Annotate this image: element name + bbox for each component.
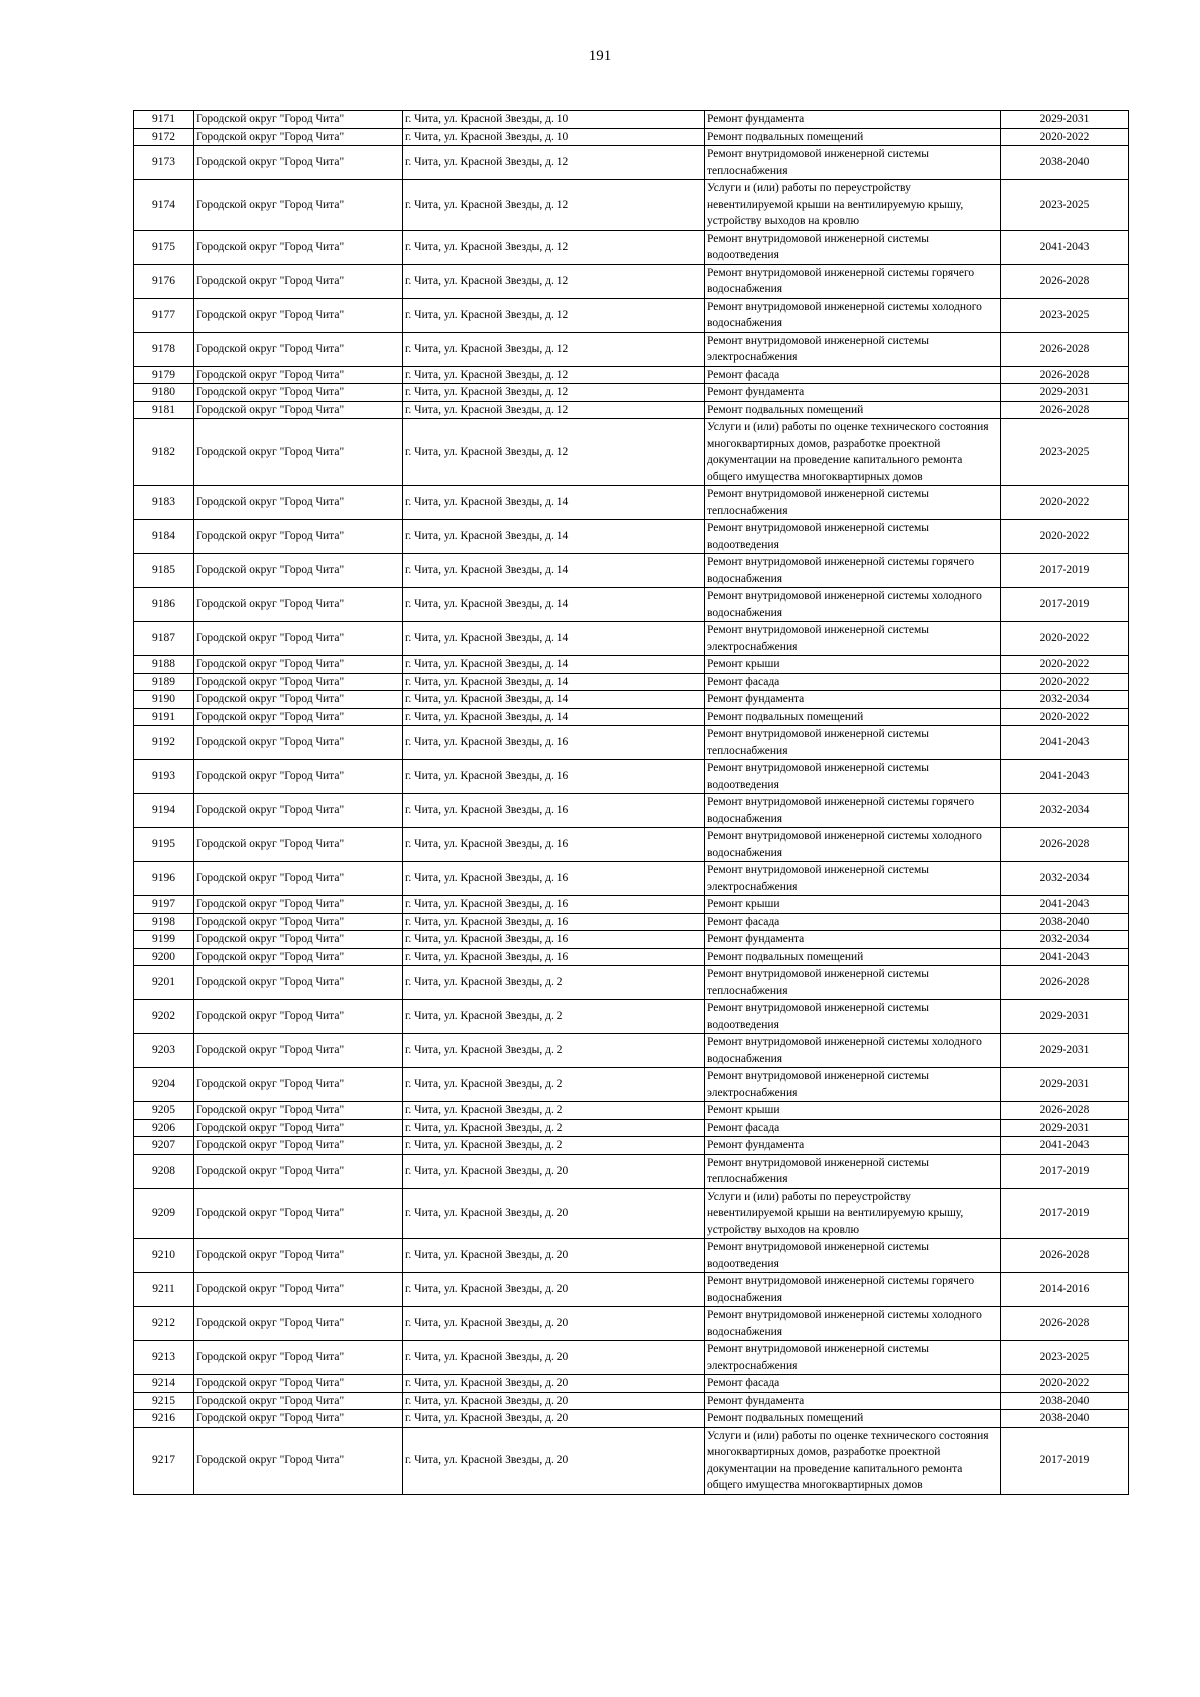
table-row bbox=[134, 622, 1129, 656]
work-type-cell: Ремонт фундамента bbox=[705, 111, 1001, 129]
address-cell: г. Чита, ул. Красной Звезды, д. 14 bbox=[403, 520, 705, 554]
row-number: 9202 bbox=[134, 1000, 194, 1034]
table-row bbox=[134, 691, 1129, 709]
table-row bbox=[134, 931, 1129, 949]
address-cell: г. Чита, ул. Красной Звезды, д. 12 bbox=[403, 146, 705, 180]
municipality-cell: Городской округ "Город Чита" bbox=[194, 1154, 403, 1188]
municipality-cell: Городской округ "Город Чита" bbox=[194, 828, 403, 862]
municipality-cell: Городской округ "Город Чита" bbox=[194, 128, 403, 146]
row-number: 9201 bbox=[134, 966, 194, 1000]
table-row bbox=[134, 554, 1129, 588]
row-number: 9197 bbox=[134, 896, 194, 914]
municipality-cell: Городской округ "Город Чита" bbox=[194, 146, 403, 180]
work-type-cell: Услуги и (или) работы по переустройству невентилируемой крыши на вентилируемую крышу, устройству выходов на кровлю bbox=[705, 180, 1001, 231]
table-row bbox=[134, 1188, 1129, 1239]
municipality-cell: Городской округ "Город Чита" bbox=[194, 1000, 403, 1034]
row-number: 9182 bbox=[134, 419, 194, 486]
period-cell: 2026-2028 bbox=[1001, 828, 1129, 862]
period-cell: 2026-2028 bbox=[1001, 366, 1129, 384]
table-row bbox=[134, 1102, 1129, 1120]
table-row bbox=[134, 862, 1129, 896]
row-number: 9180 bbox=[134, 384, 194, 402]
municipality-cell: Городской округ "Город Чита" bbox=[194, 366, 403, 384]
table-row bbox=[134, 111, 1129, 129]
period-cell: 2020-2022 bbox=[1001, 520, 1129, 554]
period-cell: 2041-2043 bbox=[1001, 760, 1129, 794]
municipality-cell: Городской округ "Город Чита" bbox=[194, 1341, 403, 1375]
municipality-cell: Городской округ "Город Чита" bbox=[194, 1410, 403, 1428]
period-cell: 2041-2043 bbox=[1001, 948, 1129, 966]
period-cell: 2020-2022 bbox=[1001, 486, 1129, 520]
row-number: 9217 bbox=[134, 1427, 194, 1494]
municipality-cell: Городской округ "Город Чита" bbox=[194, 1102, 403, 1120]
address-cell: г. Чита, ул. Красной Звезды, д. 12 bbox=[403, 419, 705, 486]
row-number: 9215 bbox=[134, 1392, 194, 1410]
period-cell: 2032-2034 bbox=[1001, 691, 1129, 709]
work-type-cell: Ремонт фасада bbox=[705, 1375, 1001, 1393]
work-type-cell: Ремонт внутридомовой инженерной системы горячего водоснабжения bbox=[705, 554, 1001, 588]
table-row bbox=[134, 948, 1129, 966]
work-type-cell: Ремонт внутридомовой инженерной системы теплоснабжения bbox=[705, 726, 1001, 760]
row-number: 9211 bbox=[134, 1273, 194, 1307]
municipality-cell: Городской округ "Город Чита" bbox=[194, 656, 403, 674]
row-number: 9188 bbox=[134, 656, 194, 674]
period-cell: 2029-2031 bbox=[1001, 1000, 1129, 1034]
municipality-cell: Городской округ "Город Чита" bbox=[194, 760, 403, 794]
row-number: 9210 bbox=[134, 1239, 194, 1273]
table-row bbox=[134, 896, 1129, 914]
address-cell: г. Чита, ул. Красной Звезды, д. 2 bbox=[403, 1034, 705, 1068]
table-row bbox=[134, 1000, 1129, 1034]
period-cell: 2038-2040 bbox=[1001, 1392, 1129, 1410]
address-cell: г. Чита, ул. Красной Звезды, д. 16 bbox=[403, 760, 705, 794]
work-type-cell: Ремонт внутридомовой инженерной системы холодного водоснабжения bbox=[705, 828, 1001, 862]
table-row bbox=[134, 1307, 1129, 1341]
address-cell: г. Чита, ул. Красной Звезды, д. 12 bbox=[403, 384, 705, 402]
municipality-cell: Городской округ "Город Чита" bbox=[194, 1068, 403, 1102]
table-row bbox=[134, 1375, 1129, 1393]
municipality-cell: Городской округ "Город Чита" bbox=[194, 931, 403, 949]
work-type-cell: Ремонт подвальных помещений bbox=[705, 948, 1001, 966]
table-row bbox=[134, 966, 1129, 1000]
row-number: 9203 bbox=[134, 1034, 194, 1068]
row-number: 9192 bbox=[134, 726, 194, 760]
period-cell: 2038-2040 bbox=[1001, 1410, 1129, 1428]
municipality-cell: Городской округ "Город Чита" bbox=[194, 180, 403, 231]
period-cell: 2029-2031 bbox=[1001, 111, 1129, 129]
row-number: 9185 bbox=[134, 554, 194, 588]
row-number: 9175 bbox=[134, 230, 194, 264]
work-type-cell: Ремонт внутридомовой инженерной системы теплоснабжения bbox=[705, 1154, 1001, 1188]
period-cell: 2029-2031 bbox=[1001, 1034, 1129, 1068]
address-cell: г. Чита, ул. Красной Звезды, д. 14 bbox=[403, 554, 705, 588]
municipality-cell: Городской округ "Город Чита" bbox=[194, 401, 403, 419]
period-cell: 2017-2019 bbox=[1001, 1154, 1129, 1188]
row-number: 9196 bbox=[134, 862, 194, 896]
work-type-cell: Ремонт внутридомовой инженерной системы теплоснабжения bbox=[705, 966, 1001, 1000]
municipality-cell: Городской округ "Город Чита" bbox=[194, 1392, 403, 1410]
work-type-cell: Услуги и (или) работы по оценке технического состояния многоквартирных домов, разработке проектной документации на проведение капитального ремонта общего имущества многоквартирных домов bbox=[705, 419, 1001, 486]
address-cell: г. Чита, ул. Красной Звезды, д. 20 bbox=[403, 1239, 705, 1273]
row-number: 9209 bbox=[134, 1188, 194, 1239]
municipality-cell: Городской округ "Город Чита" bbox=[194, 1307, 403, 1341]
table-row bbox=[134, 486, 1129, 520]
municipality-cell: Городской округ "Город Чита" bbox=[194, 520, 403, 554]
municipality-cell: Городской округ "Город Чита" bbox=[194, 332, 403, 366]
address-cell: г. Чита, ул. Красной Звезды, д. 12 bbox=[403, 332, 705, 366]
address-cell: г. Чита, ул. Красной Звезды, д. 14 bbox=[403, 708, 705, 726]
work-type-cell: Ремонт фасада bbox=[705, 913, 1001, 931]
work-type-cell: Услуги и (или) работы по оценке технического состояния многоквартирных домов, разработке проектной документации на проведение капитального ремонта общего имущества многоквартирных домов bbox=[705, 1427, 1001, 1494]
work-type-cell: Ремонт подвальных помещений bbox=[705, 1410, 1001, 1428]
table-row bbox=[134, 332, 1129, 366]
work-type-cell: Ремонт внутридомовой инженерной системы водоотведения bbox=[705, 1000, 1001, 1034]
table-row bbox=[134, 673, 1129, 691]
address-cell: г. Чита, ул. Красной Звезды, д. 2 bbox=[403, 1119, 705, 1137]
table-row bbox=[134, 401, 1129, 419]
period-cell: 2020-2022 bbox=[1001, 673, 1129, 691]
table-row bbox=[134, 794, 1129, 828]
municipality-cell: Городской округ "Город Чита" bbox=[194, 708, 403, 726]
municipality-cell: Городской округ "Город Чита" bbox=[194, 794, 403, 828]
period-cell: 2026-2028 bbox=[1001, 966, 1129, 1000]
period-cell: 2026-2028 bbox=[1001, 401, 1129, 419]
row-number: 9178 bbox=[134, 332, 194, 366]
row-number: 9195 bbox=[134, 828, 194, 862]
table-row bbox=[134, 828, 1129, 862]
period-cell: 2017-2019 bbox=[1001, 1427, 1129, 1494]
municipality-cell: Городской округ "Город Чита" bbox=[194, 419, 403, 486]
address-cell: г. Чита, ул. Красной Звезды, д. 20 bbox=[403, 1392, 705, 1410]
work-type-cell: Ремонт подвальных помещений bbox=[705, 708, 1001, 726]
period-cell: 2014-2016 bbox=[1001, 1273, 1129, 1307]
address-cell: г. Чита, ул. Красной Звезды, д. 10 bbox=[403, 111, 705, 129]
address-cell: г. Чита, ул. Красной Звезды, д. 2 bbox=[403, 1137, 705, 1155]
address-cell: г. Чита, ул. Красной Звезды, д. 16 bbox=[403, 931, 705, 949]
row-number: 9177 bbox=[134, 298, 194, 332]
period-cell: 2023-2025 bbox=[1001, 298, 1129, 332]
municipality-cell: Городской округ "Город Чита" bbox=[194, 673, 403, 691]
address-cell: г. Чита, ул. Красной Звезды, д. 2 bbox=[403, 1000, 705, 1034]
work-type-cell: Ремонт внутридомовой инженерной системы электроснабжения bbox=[705, 332, 1001, 366]
work-type-cell: Ремонт фундамента bbox=[705, 931, 1001, 949]
period-cell: 2041-2043 bbox=[1001, 896, 1129, 914]
address-cell: г. Чита, ул. Красной Звезды, д. 20 bbox=[403, 1427, 705, 1494]
table-row bbox=[134, 1119, 1129, 1137]
table-row bbox=[134, 656, 1129, 674]
period-cell: 2041-2043 bbox=[1001, 726, 1129, 760]
row-number: 9212 bbox=[134, 1307, 194, 1341]
municipality-cell: Городской округ "Город Чита" bbox=[194, 384, 403, 402]
municipality-cell: Городской округ "Город Чита" bbox=[194, 486, 403, 520]
table-row bbox=[134, 1154, 1129, 1188]
table-row bbox=[134, 1392, 1129, 1410]
work-type-cell: Ремонт крыши bbox=[705, 1102, 1001, 1120]
period-cell: 2017-2019 bbox=[1001, 588, 1129, 622]
row-number: 9189 bbox=[134, 673, 194, 691]
row-number: 9199 bbox=[134, 931, 194, 949]
municipality-cell: Городской округ "Город Чита" bbox=[194, 691, 403, 709]
registry-table bbox=[133, 110, 1129, 1495]
table-row bbox=[134, 1427, 1129, 1494]
work-type-cell: Ремонт фундамента bbox=[705, 691, 1001, 709]
period-cell: 2041-2043 bbox=[1001, 1137, 1129, 1155]
row-number: 9174 bbox=[134, 180, 194, 231]
table-row bbox=[134, 588, 1129, 622]
page-number: 191 bbox=[588, 48, 612, 64]
row-number: 9187 bbox=[134, 622, 194, 656]
address-cell: г. Чита, ул. Красной Звезды, д. 20 bbox=[403, 1188, 705, 1239]
municipality-cell: Городской округ "Город Чита" bbox=[194, 913, 403, 931]
row-number: 9186 bbox=[134, 588, 194, 622]
work-type-cell: Ремонт подвальных помещений bbox=[705, 128, 1001, 146]
municipality-cell: Городской округ "Город Чита" bbox=[194, 1137, 403, 1155]
address-cell: г. Чита, ул. Красной Звезды, д. 2 bbox=[403, 1102, 705, 1120]
address-cell: г. Чита, ул. Красной Звезды, д. 14 bbox=[403, 622, 705, 656]
table-row bbox=[134, 1410, 1129, 1428]
municipality-cell: Городской округ "Город Чита" bbox=[194, 622, 403, 656]
row-number: 9198 bbox=[134, 913, 194, 931]
work-type-cell: Ремонт внутридомовой инженерной системы электроснабжения bbox=[705, 1068, 1001, 1102]
table-row bbox=[134, 1341, 1129, 1375]
address-cell: г. Чита, ул. Красной Звезды, д. 12 bbox=[403, 366, 705, 384]
work-type-cell: Ремонт фасада bbox=[705, 366, 1001, 384]
address-cell: г. Чита, ул. Красной Звезды, д. 14 bbox=[403, 486, 705, 520]
table-row bbox=[134, 708, 1129, 726]
row-number: 9181 bbox=[134, 401, 194, 419]
address-cell: г. Чита, ул. Красной Звезды, д. 14 bbox=[403, 656, 705, 674]
address-cell: г. Чита, ул. Красной Звезды, д. 14 bbox=[403, 691, 705, 709]
work-type-cell: Ремонт внутридомовой инженерной системы электроснабжения bbox=[705, 1341, 1001, 1375]
address-cell: г. Чита, ул. Красной Звезды, д. 2 bbox=[403, 966, 705, 1000]
period-cell: 2020-2022 bbox=[1001, 128, 1129, 146]
work-type-cell: Ремонт внутридомовой инженерной системы водоотведения bbox=[705, 1239, 1001, 1273]
address-cell: г. Чита, ул. Красной Звезды, д. 20 bbox=[403, 1154, 705, 1188]
period-cell: 2029-2031 bbox=[1001, 384, 1129, 402]
address-cell: г. Чита, ул. Красной Звезды, д. 14 bbox=[403, 673, 705, 691]
registry-table-body bbox=[134, 111, 1129, 1495]
address-cell: г. Чита, ул. Красной Звезды, д. 20 bbox=[403, 1410, 705, 1428]
address-cell: г. Чита, ул. Красной Звезды, д. 16 bbox=[403, 828, 705, 862]
municipality-cell: Городской округ "Город Чита" bbox=[194, 1188, 403, 1239]
table-row bbox=[134, 146, 1129, 180]
municipality-cell: Городской округ "Город Чита" bbox=[194, 1119, 403, 1137]
work-type-cell: Ремонт фасада bbox=[705, 1119, 1001, 1137]
address-cell: г. Чита, ул. Красной Звезды, д. 12 bbox=[403, 264, 705, 298]
address-cell: г. Чита, ул. Красной Звезды, д. 10 bbox=[403, 128, 705, 146]
work-type-cell: Ремонт внутридомовой инженерной системы холодного водоснабжения bbox=[705, 298, 1001, 332]
municipality-cell: Городской округ "Город Чита" bbox=[194, 230, 403, 264]
period-cell: 2038-2040 bbox=[1001, 146, 1129, 180]
period-cell: 2041-2043 bbox=[1001, 230, 1129, 264]
municipality-cell: Городской округ "Город Чита" bbox=[194, 1375, 403, 1393]
period-cell: 2020-2022 bbox=[1001, 656, 1129, 674]
period-cell: 2017-2019 bbox=[1001, 554, 1129, 588]
work-type-cell: Ремонт фасада bbox=[705, 673, 1001, 691]
period-cell: 2026-2028 bbox=[1001, 332, 1129, 366]
period-cell: 2026-2028 bbox=[1001, 264, 1129, 298]
work-type-cell: Ремонт внутридомовой инженерной системы холодного водоснабжения bbox=[705, 1307, 1001, 1341]
row-number: 9183 bbox=[134, 486, 194, 520]
address-cell: г. Чита, ул. Красной Звезды, д. 20 bbox=[403, 1273, 705, 1307]
row-number: 9208 bbox=[134, 1154, 194, 1188]
address-cell: г. Чита, ул. Красной Звезды, д. 16 bbox=[403, 896, 705, 914]
work-type-cell: Ремонт внутридомовой инженерной системы горячего водоснабжения bbox=[705, 1273, 1001, 1307]
municipality-cell: Городской округ "Город Чита" bbox=[194, 862, 403, 896]
work-type-cell: Ремонт крыши bbox=[705, 896, 1001, 914]
period-cell: 2029-2031 bbox=[1001, 1119, 1129, 1137]
municipality-cell: Городской округ "Город Чита" bbox=[194, 726, 403, 760]
row-number: 9176 bbox=[134, 264, 194, 298]
row-number: 9172 bbox=[134, 128, 194, 146]
work-type-cell: Ремонт внутридомовой инженерной системы водоотведения bbox=[705, 520, 1001, 554]
table-row bbox=[134, 1137, 1129, 1155]
municipality-cell: Городской округ "Город Чита" bbox=[194, 896, 403, 914]
work-type-cell: Ремонт внутридомовой инженерной системы электроснабжения bbox=[705, 622, 1001, 656]
municipality-cell: Городской округ "Город Чита" bbox=[194, 948, 403, 966]
work-type-cell: Ремонт внутридомовой инженерной системы электроснабжения bbox=[705, 862, 1001, 896]
work-type-cell: Ремонт внутридомовой инженерной системы горячего водоснабжения bbox=[705, 794, 1001, 828]
row-number: 9216 bbox=[134, 1410, 194, 1428]
row-number: 9191 bbox=[134, 708, 194, 726]
municipality-cell: Городской округ "Город Чита" bbox=[194, 1034, 403, 1068]
address-cell: г. Чита, ул. Красной Звезды, д. 16 bbox=[403, 726, 705, 760]
work-type-cell: Ремонт внутридомовой инженерной системы холодного водоснабжения bbox=[705, 1034, 1001, 1068]
municipality-cell: Городской округ "Город Чита" bbox=[194, 588, 403, 622]
period-cell: 2017-2019 bbox=[1001, 1188, 1129, 1239]
address-cell: г. Чита, ул. Красной Звезды, д. 16 bbox=[403, 794, 705, 828]
period-cell: 2020-2022 bbox=[1001, 708, 1129, 726]
table-row bbox=[134, 726, 1129, 760]
table-row bbox=[134, 760, 1129, 794]
municipality-cell: Городской округ "Город Чита" bbox=[194, 1239, 403, 1273]
period-cell: 2026-2028 bbox=[1001, 1102, 1129, 1120]
table-row bbox=[134, 230, 1129, 264]
row-number: 9194 bbox=[134, 794, 194, 828]
table-row bbox=[134, 1239, 1129, 1273]
row-number: 9200 bbox=[134, 948, 194, 966]
address-cell: г. Чита, ул. Красной Звезды, д. 14 bbox=[403, 588, 705, 622]
work-type-cell: Ремонт фундамента bbox=[705, 384, 1001, 402]
table-row bbox=[134, 128, 1129, 146]
row-number: 9173 bbox=[134, 146, 194, 180]
table-row bbox=[134, 298, 1129, 332]
row-number: 9205 bbox=[134, 1102, 194, 1120]
table-row bbox=[134, 1273, 1129, 1307]
row-number: 9193 bbox=[134, 760, 194, 794]
period-cell: 2032-2034 bbox=[1001, 931, 1129, 949]
address-cell: г. Чита, ул. Красной Звезды, д. 16 bbox=[403, 862, 705, 896]
address-cell: г. Чита, ул. Красной Звезды, д. 20 bbox=[403, 1307, 705, 1341]
municipality-cell: Городской округ "Город Чита" bbox=[194, 298, 403, 332]
period-cell: 2032-2034 bbox=[1001, 794, 1129, 828]
table-row bbox=[134, 419, 1129, 486]
table-row bbox=[134, 384, 1129, 402]
row-number: 9204 bbox=[134, 1068, 194, 1102]
period-cell: 2023-2025 bbox=[1001, 180, 1129, 231]
period-cell: 2038-2040 bbox=[1001, 913, 1129, 931]
address-cell: г. Чита, ул. Красной Звезды, д. 2 bbox=[403, 1068, 705, 1102]
period-cell: 2023-2025 bbox=[1001, 419, 1129, 486]
address-cell: г. Чита, ул. Красной Звезды, д. 20 bbox=[403, 1341, 705, 1375]
row-number: 9179 bbox=[134, 366, 194, 384]
address-cell: г. Чита, ул. Красной Звезды, д. 16 bbox=[403, 948, 705, 966]
row-number: 9207 bbox=[134, 1137, 194, 1155]
work-type-cell: Ремонт внутридомовой инженерной системы водоотведения bbox=[705, 230, 1001, 264]
work-type-cell: Ремонт внутридомовой инженерной системы теплоснабжения bbox=[705, 146, 1001, 180]
row-number: 9206 bbox=[134, 1119, 194, 1137]
work-type-cell: Услуги и (или) работы по переустройству невентилируемой крыши на вентилируемую крышу, устройству выходов на кровлю bbox=[705, 1188, 1001, 1239]
work-type-cell: Ремонт фундамента bbox=[705, 1137, 1001, 1155]
row-number: 9171 bbox=[134, 111, 194, 129]
municipality-cell: Городской округ "Город Чита" bbox=[194, 1427, 403, 1494]
address-cell: г. Чита, ул. Красной Звезды, д. 12 bbox=[403, 230, 705, 264]
table-row bbox=[134, 520, 1129, 554]
address-cell: г. Чита, ул. Красной Звезды, д. 12 bbox=[403, 401, 705, 419]
period-cell: 2026-2028 bbox=[1001, 1307, 1129, 1341]
period-cell: 2020-2022 bbox=[1001, 622, 1129, 656]
work-type-cell: Ремонт внутридомовой инженерной системы теплоснабжения bbox=[705, 486, 1001, 520]
address-cell: г. Чита, ул. Красной Звезды, д. 16 bbox=[403, 913, 705, 931]
row-number: 9184 bbox=[134, 520, 194, 554]
table-row bbox=[134, 913, 1129, 931]
table-row bbox=[134, 264, 1129, 298]
row-number: 9213 bbox=[134, 1341, 194, 1375]
period-cell: 2032-2034 bbox=[1001, 862, 1129, 896]
municipality-cell: Городской округ "Город Чита" bbox=[194, 966, 403, 1000]
municipality-cell: Городской округ "Город Чита" bbox=[194, 264, 403, 298]
municipality-cell: Городской округ "Город Чита" bbox=[194, 1273, 403, 1307]
period-cell: 2023-2025 bbox=[1001, 1341, 1129, 1375]
municipality-cell: Городской округ "Город Чита" bbox=[194, 111, 403, 129]
work-type-cell: Ремонт внутридомовой инженерной системы водоотведения bbox=[705, 760, 1001, 794]
table-row bbox=[134, 1034, 1129, 1068]
address-cell: г. Чита, ул. Красной Звезды, д. 20 bbox=[403, 1375, 705, 1393]
address-cell: г. Чита, ул. Красной Звезды, д. 12 bbox=[403, 298, 705, 332]
work-type-cell: Ремонт внутридомовой инженерной системы горячего водоснабжения bbox=[705, 264, 1001, 298]
table-row bbox=[134, 366, 1129, 384]
work-type-cell: Ремонт внутридомовой инженерной системы холодного водоснабжения bbox=[705, 588, 1001, 622]
work-type-cell: Ремонт подвальных помещений bbox=[705, 401, 1001, 419]
municipality-cell: Городской округ "Город Чита" bbox=[194, 554, 403, 588]
table-row bbox=[134, 180, 1129, 231]
row-number: 9214 bbox=[134, 1375, 194, 1393]
table-row bbox=[134, 1068, 1129, 1102]
address-cell: г. Чита, ул. Красной Звезды, д. 12 bbox=[403, 180, 705, 231]
period-cell: 2029-2031 bbox=[1001, 1068, 1129, 1102]
period-cell: 2026-2028 bbox=[1001, 1239, 1129, 1273]
work-type-cell: Ремонт фундамента bbox=[705, 1392, 1001, 1410]
row-number: 9190 bbox=[134, 691, 194, 709]
work-type-cell: Ремонт крыши bbox=[705, 656, 1001, 674]
period-cell: 2020-2022 bbox=[1001, 1375, 1129, 1393]
